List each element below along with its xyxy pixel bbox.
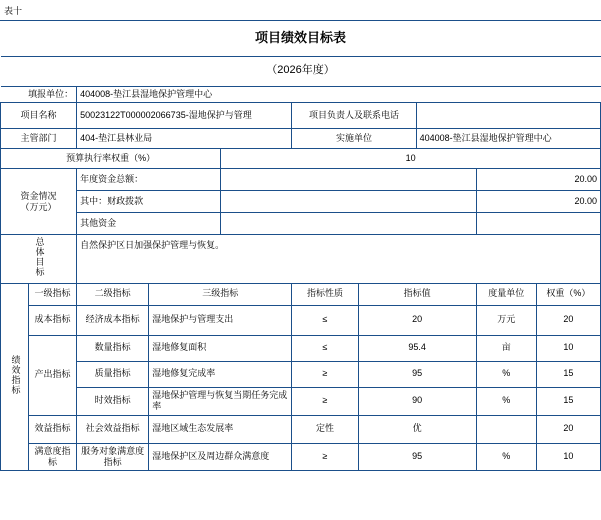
indicator-unit [476, 415, 536, 443]
fund-other-label: 其他资金 [77, 213, 221, 235]
indicator-value: 95.4 [358, 335, 476, 361]
exec-rate-value: 10 [221, 149, 601, 169]
indicator-level2: 服务对象满意度指标 [77, 443, 149, 471]
indicator-value: 95 [358, 443, 476, 471]
fund-other-row [1, 213, 601, 235]
title-row [1, 21, 601, 57]
table-row [1, 387, 601, 415]
project-name-value: 50023122T000002066735-湿地保护与管理 [77, 103, 292, 129]
impl-unit-value: 404008-垫江县湿地保护管理中心 [416, 129, 600, 149]
fund-fiscal-value: 20.00 [476, 191, 600, 213]
table-row [1, 443, 601, 471]
indicator-weight: 10 [536, 335, 600, 361]
project-owner-label: 项目负责人及联系电话 [292, 103, 416, 129]
indicator-value: 优 [358, 415, 476, 443]
overall-goal-value: 自然保护区日加强保护管理与恢复。 [77, 235, 601, 283]
indicator-unit: % [476, 387, 536, 415]
indicator-value: 90 [358, 387, 476, 415]
fund-fiscal-row [1, 191, 601, 213]
indicator-weight: 20 [536, 305, 600, 335]
report-unit-label: 填报单位： [1, 87, 77, 103]
table-row [1, 415, 601, 443]
impl-unit-label: 实施单位 [292, 129, 416, 149]
indicator-level3: 湿地修复面积 [149, 335, 292, 361]
header-unit: 度量单位 [476, 283, 536, 305]
table-row [1, 305, 601, 335]
indicator-value: 20 [358, 305, 476, 335]
indicator-nature: ≤ [292, 335, 358, 361]
project-name-label: 项目名称 [1, 103, 77, 129]
header-nature: 指标性质 [292, 283, 358, 305]
indicator-level2: 质量指标 [77, 361, 149, 387]
indicator-nature: ≤ [292, 305, 358, 335]
overall-goal-label: 总体目标 [1, 235, 77, 283]
dept-label: 主管部门 [1, 129, 77, 149]
indicator-weight: 15 [536, 387, 600, 415]
indicator-level3: 湿地保护区及周边群众满意度 [149, 443, 292, 471]
header-level3: 三级指标 [149, 283, 292, 305]
indicator-level3: 湿地区域生态发展率 [149, 415, 292, 443]
funds-label [1, 169, 77, 235]
indicator-level2: 数量指标 [77, 335, 149, 361]
indicator-nature: 定性 [292, 415, 358, 443]
indicator-weight: 15 [536, 361, 600, 387]
table-row [1, 335, 601, 361]
indicator-group: 效益指标 [29, 415, 77, 443]
indicator-nature: ≥ [292, 387, 358, 415]
indicator-level3: 湿地保护管理与恢复当期任务完成率 [149, 387, 292, 415]
indicator-unit: 亩 [476, 335, 536, 361]
sheet-label: 表十 [4, 5, 23, 16]
funds-label-line2: （万元） [20, 201, 57, 212]
indicator-weight: 10 [536, 443, 600, 471]
project-owner-value [416, 103, 600, 129]
sheet-label-row [0, 0, 601, 21]
indicator-unit: % [476, 361, 536, 387]
fund-fiscal-label: 其中：财政拨款 [77, 191, 221, 213]
exec-rate-row [1, 149, 601, 169]
fund-total-label: 年度资金总额： [77, 169, 221, 191]
indicator-weight: 20 [536, 415, 600, 443]
dept-row [1, 129, 601, 149]
fund-other-spacer [221, 213, 476, 235]
report-unit-row [1, 87, 601, 103]
header-level1: 一级指标 [29, 283, 77, 305]
indicator-unit: 万元 [476, 305, 536, 335]
exec-rate-label: 预算执行率权重（%） [1, 149, 221, 169]
indicator-nature: ≥ [292, 443, 358, 471]
indicator-header-row [1, 283, 601, 305]
dept-value: 404-垫江县林业局 [77, 129, 292, 149]
page-subtitle: （2026年度） [1, 57, 601, 87]
indicator-nature: ≥ [292, 361, 358, 387]
project-name-row [1, 103, 601, 129]
indicator-unit: % [476, 443, 536, 471]
header-weight: 权重（%） [536, 283, 600, 305]
indicator-group: 成本指标 [29, 305, 77, 335]
header-level2: 二级指标 [77, 283, 149, 305]
perf-index-label: 绩效指标 [1, 283, 29, 471]
fund-other-value [476, 213, 600, 235]
header-value: 指标值 [358, 283, 476, 305]
overall-goal-row [1, 235, 601, 283]
indicator-value: 95 [358, 361, 476, 387]
indicator-group: 产出指标 [29, 335, 77, 415]
fund-total-value: 20.00 [476, 169, 600, 191]
indicator-level3: 湿地保护与管理支出 [149, 305, 292, 335]
fund-total-row [1, 169, 601, 191]
indicator-level2: 时效指标 [77, 387, 149, 415]
indicator-level3: 湿地修复完成率 [149, 361, 292, 387]
indicator-level2: 社会效益指标 [77, 415, 149, 443]
fund-fiscal-spacer [221, 191, 476, 213]
page-title: 项目绩效目标表 [1, 21, 601, 57]
report-unit-value: 404008-垫江县湿地保护管理中心 [77, 87, 601, 103]
indicator-level2: 经济成本指标 [77, 305, 149, 335]
funds-label-line1: 资金情况 [20, 190, 57, 201]
subtitle-row [1, 57, 601, 87]
indicator-group: 满意度指标 [29, 443, 77, 471]
main-table [0, 21, 601, 471]
table-row [1, 361, 601, 387]
fund-total-spacer [221, 169, 476, 191]
